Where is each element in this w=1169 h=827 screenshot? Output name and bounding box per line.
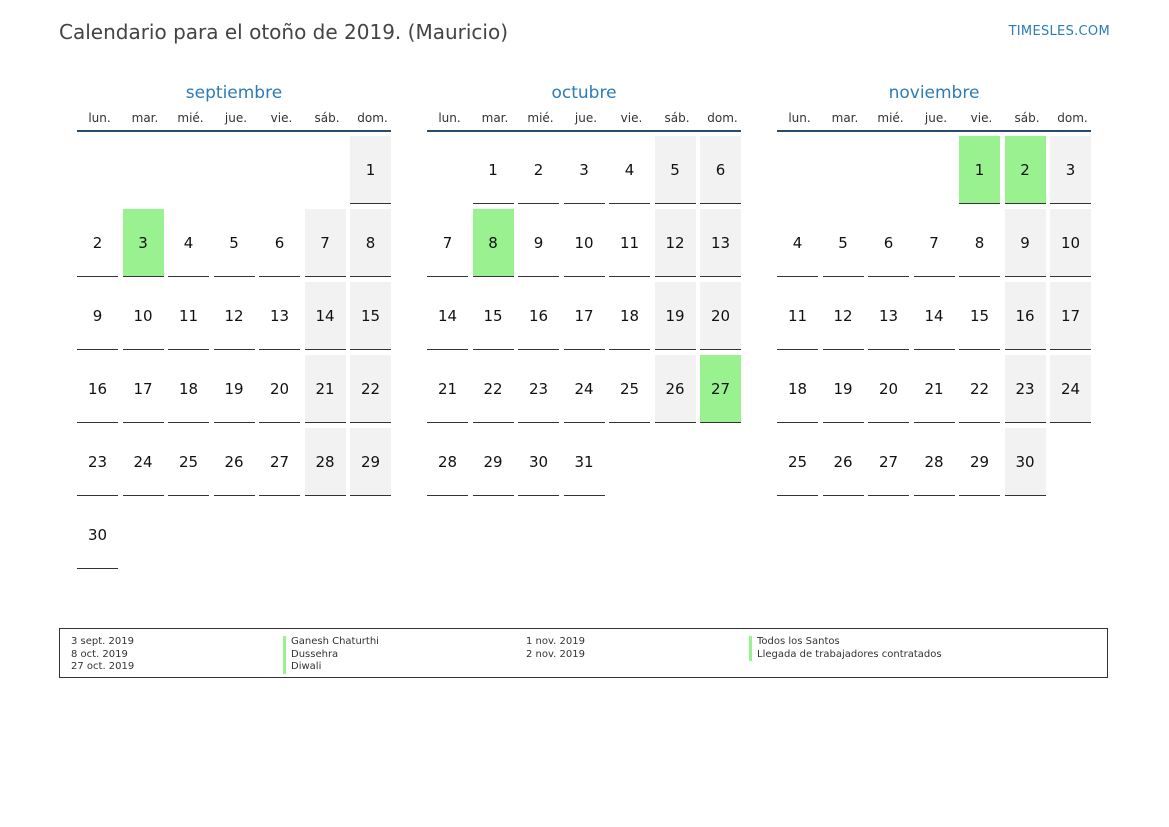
day-cell: 10 [564,209,605,277]
day-cell: 11 [609,209,650,277]
day-cell: 21 [914,355,955,423]
day-cell: 6 [700,136,741,204]
day-cell: 21 [427,355,468,423]
day-cell: 28 [427,428,468,496]
day-cell: 17 [123,355,164,423]
month-name: noviembre [888,83,980,103]
day-cell: 22 [350,355,391,423]
legend-dates-left [71,636,134,674]
day-cell: 18 [168,355,209,423]
day-cell: 19 [214,355,255,423]
day-cell: 22 [473,355,514,423]
day-cell: 1 [473,136,514,204]
day-cell: 6 [868,209,909,277]
day-cell: 4 [777,209,818,277]
day-cell: 7 [305,209,346,277]
day-cell: 14 [305,282,346,350]
day-cell: 26 [823,428,864,496]
day-cell: 10 [123,282,164,350]
day-cell: 13 [868,282,909,350]
weekday-label: mar. [481,111,509,125]
legend-holiday-name: Llegada de trabajadores contratados [749,649,942,662]
day-cell: 16 [518,282,559,350]
day-cell: 17 [1050,282,1091,350]
day-cell: 13 [259,282,300,350]
legend-names-right [749,636,942,661]
legend-dates-right [526,636,585,661]
month-septiembre [77,80,391,544]
day-cell: 27 [259,428,300,496]
day-cell: 15 [959,282,1000,350]
day-cell: 9 [77,282,118,350]
day-cell: 2 [77,209,118,277]
weekday-label: mar. [831,111,859,125]
weekday-label: jue. [224,111,248,125]
legend-date: 1 nov. 2019 [526,636,585,647]
day-cell: 30 [518,428,559,496]
day-cell: 12 [823,282,864,350]
day-cell: 28 [914,428,955,496]
day-cell: 20 [868,355,909,423]
page-title: Calendario para el otoño de 2019. (Mauricio) [59,20,509,44]
weekday-label: vie. [620,111,643,125]
weekday-label: vie. [270,111,293,125]
day-cell: 15 [473,282,514,350]
weekday-label: mié. [877,111,904,125]
day-cell: 16 [1005,282,1046,350]
legend-date: 8 oct. 2019 [71,648,128,660]
day-cell: 29 [959,428,1000,496]
day-cell: 22 [959,355,1000,423]
day-cell: 14 [914,282,955,350]
weekday-header [77,106,391,132]
weekday-label: vie. [970,111,993,125]
day-cell: 18 [777,355,818,423]
day-cell: 29 [473,428,514,496]
day-cell: 25 [777,428,818,496]
day-cell: 19 [655,282,696,350]
weekday-label: lun. [88,111,111,125]
day-cell: 26 [655,355,696,423]
weekday-label: dom. [1057,111,1088,125]
legend-date: 3 sept. 2019 [71,636,134,647]
weekday-label: jue. [574,111,598,125]
legend-date: 27 oct. 2019 [71,661,135,672]
holiday-day-cell: 3 [123,209,164,277]
day-cell: 4 [168,209,209,277]
weekday-label: mié. [527,111,554,125]
day-cell: 20 [700,282,741,350]
day-cell: 4 [609,136,650,204]
brand-link[interactable]: TIMESLES.COM [1008,24,1110,39]
weekday-label: lun. [438,111,461,125]
legend-names-left [283,636,379,674]
day-cell: 5 [214,209,255,277]
day-cell: 5 [823,209,864,277]
month-name: septiembre [185,83,283,103]
day-cell: 24 [1050,355,1091,423]
holiday-day-cell: 8 [473,209,514,277]
day-cell: 31 [564,428,605,496]
weekday-label: sáb. [1014,111,1040,125]
day-cell: 16 [77,355,118,423]
weekday-label: mar. [131,111,159,125]
day-cell: 18 [609,282,650,350]
day-cell: 19 [823,355,864,423]
day-cell: 20 [259,355,300,423]
weekday-header [427,106,741,132]
weekday-label: dom. [357,111,388,125]
day-cell: 9 [518,209,559,277]
month-noviembre [777,80,1091,471]
day-cell: 23 [518,355,559,423]
legend-holiday-name: Diwali [283,661,379,674]
legend-holiday-name: Ganesh Chaturthi [283,636,379,649]
weekday-header [777,106,1091,132]
day-cell: 14 [427,282,468,350]
legend-holiday-name: Dussehra [283,649,379,662]
day-cell: 27 [868,428,909,496]
day-cell: 10 [1050,209,1091,277]
day-cell: 24 [564,355,605,423]
day-cell: 7 [427,209,468,277]
holiday-day-cell: 27 [700,355,741,423]
holiday-day-cell: 2 [1005,136,1046,204]
day-cell: 24 [123,428,164,496]
day-cell: 25 [168,428,209,496]
legend-date: 2 nov. 2019 [526,648,585,660]
day-cell: 1 [350,136,391,204]
day-cell: 5 [655,136,696,204]
weekday-label: mié. [177,111,204,125]
day-cell: 30 [77,501,118,569]
day-cell: 25 [609,355,650,423]
day-cell: 9 [1005,209,1046,277]
weekday-label: jue. [924,111,948,125]
day-cell: 12 [655,209,696,277]
day-cell: 6 [259,209,300,277]
weekday-label: lun. [788,111,811,125]
holiday-day-cell: 1 [959,136,1000,204]
weekday-label: sáb. [664,111,690,125]
day-cell: 21 [305,355,346,423]
day-cell: 11 [168,282,209,350]
day-cell: 15 [350,282,391,350]
weekday-label: dom. [707,111,738,125]
day-cell: 12 [214,282,255,350]
legend-holiday-name: Todos los Santos [749,636,942,649]
holiday-legend [59,628,1108,678]
day-cell: 8 [350,209,391,277]
day-cell: 28 [305,428,346,496]
day-cell: 3 [564,136,605,204]
day-cell: 17 [564,282,605,350]
day-cell: 30 [1005,428,1046,496]
day-cell: 8 [959,209,1000,277]
weekday-label: sáb. [314,111,340,125]
day-cell: 29 [350,428,391,496]
day-cell: 23 [77,428,118,496]
day-cell: 2 [518,136,559,204]
month-octubre [427,80,741,471]
month-name: octubre [551,83,617,103]
day-cell: 26 [214,428,255,496]
day-cell: 11 [777,282,818,350]
day-cell: 3 [1050,136,1091,204]
day-cell: 7 [914,209,955,277]
day-cell: 13 [700,209,741,277]
day-cell: 23 [1005,355,1046,423]
